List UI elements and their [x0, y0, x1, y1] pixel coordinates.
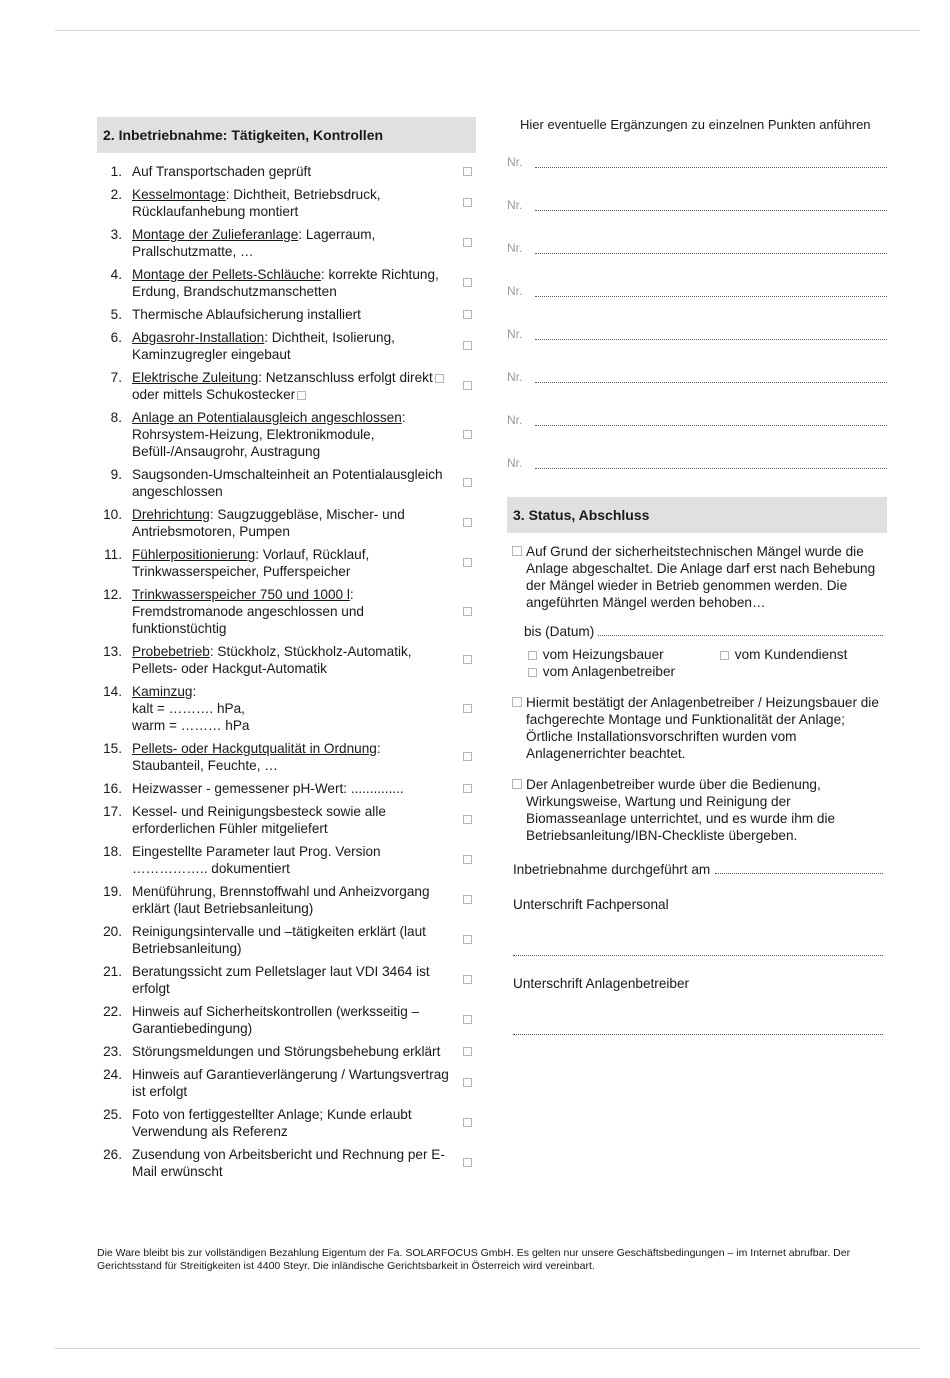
- ibn-date-label: Inbetriebnahme durchgeführt am: [513, 862, 711, 877]
- item-checkbox[interactable]: [463, 1118, 472, 1127]
- checklist-item: [97, 546, 476, 580]
- right-column: [507, 117, 887, 1035]
- item-rest: : Rohrsystem-Heizung, Elektronikmodule, Befüll-/Ansaugrohr, Austragung: [132, 410, 406, 459]
- item-underlined-label: Abgasrohr-Installation: [132, 330, 265, 345]
- item-text: [132, 369, 450, 403]
- unterrichtet-statement: [507, 776, 881, 844]
- item-checkbox[interactable]: [463, 815, 472, 824]
- item-text: [132, 306, 450, 323]
- footer-legal-text: Die Ware bleibt bis zur vollständigen Bezahlung Eigentum der Fa. SOLARFOCUS GmbH. Es gelten nur unsere Geschäftsbedingungen – im Internet abrufbar. Der Gerichtsstand für Streitigkeiten ist 4400 Steyr. Die inländische Gerichtsbarkeit in Österreich wird vereinbart.: [97, 1247, 851, 1272]
- item-text: [132, 803, 450, 837]
- item-rest: Zusendung von Arbeitsbericht und Rechnung per E-Mail erwünscht: [132, 1147, 445, 1179]
- item-number: 18.: [103, 844, 122, 859]
- item-underlined-label: Kesselmontage: [132, 187, 226, 202]
- item-rest: : Dichtheit, Betriebsdruck, Rücklaufanhebung montiert: [132, 187, 381, 219]
- item-rest: : Vorlauf, Rücklauf, Trinkwasserspeicher, Pufferspeicher: [132, 547, 370, 579]
- item-number: 15.: [103, 741, 122, 756]
- item-checkbox[interactable]: [463, 655, 472, 664]
- notes-field[interactable]: [535, 166, 887, 168]
- item-text: [132, 506, 450, 540]
- item-text: [132, 266, 450, 300]
- bis-datum-row: [524, 624, 883, 639]
- item-underlined-label: Fühlerpositionierung: [132, 547, 256, 562]
- behebung-options: [526, 646, 887, 680]
- section-status: [507, 497, 887, 1035]
- checklist-item: [97, 963, 476, 997]
- option-kundendienst: [718, 646, 847, 663]
- item-text: [132, 226, 450, 260]
- checklist-item: [97, 1146, 476, 1180]
- item-text: [132, 780, 450, 797]
- item-rest: Hinweis auf Garantieverlängerung / Wartungsvertrag ist erfolgt: [132, 1067, 449, 1099]
- kundendienst-checkbox[interactable]: [720, 651, 729, 660]
- bestaetigung-statement: [507, 694, 881, 762]
- item-underlined-label: Pellets- oder Hackgutqualität in Ordnung: [132, 741, 377, 756]
- checklist-item: [97, 586, 476, 637]
- checklist-item: [97, 163, 476, 180]
- item-number: 2.: [110, 187, 122, 202]
- bestaetigung-text: Hiermit bestätigt der Anlagenbetreiber / Heizungsbauer die fachgerechte Montage und Funktionalität der Anlage; Örtliche Installationsvorschriften wurden vom Anlagenerrichter beachtet.: [526, 695, 879, 761]
- item-text: [132, 740, 450, 774]
- item-text: [132, 963, 450, 997]
- item-number: 8.: [110, 410, 122, 425]
- notes-line: [507, 260, 887, 303]
- item-checkbox[interactable]: [463, 430, 472, 439]
- item-number: 25.: [103, 1107, 122, 1122]
- kaminzug-warm: warm = ……… hPa: [132, 718, 250, 733]
- notes-line: [507, 174, 887, 217]
- item-rest: Hinweis auf Sicherheitskontrollen (werksseitig – Garantiebedingung): [132, 1004, 420, 1036]
- item-rest: Thermische Ablaufsicherung installiert: [132, 307, 361, 322]
- item-rest: Eingestellte Parameter laut Prog. Version …………….. dokumentiert: [132, 844, 381, 876]
- item-number: 21.: [103, 964, 122, 979]
- kundendienst-label: vom Kundendienst: [734, 647, 848, 662]
- item-text: [132, 1106, 450, 1140]
- notes-field[interactable]: [535, 381, 887, 383]
- checklist-item: [97, 923, 476, 957]
- item-underlined-label: Montage der Pellets-Schläuche: [132, 267, 321, 282]
- checklist-item: [97, 803, 476, 837]
- item-text: [132, 409, 450, 460]
- notes-field[interactable]: [535, 338, 887, 340]
- item-number: 1.: [110, 164, 122, 179]
- item-number: 3.: [110, 227, 122, 242]
- item-underlined-label: Probebetrieb: [132, 644, 210, 659]
- item-text: [132, 643, 450, 677]
- item-text: [132, 163, 450, 180]
- item-checkbox[interactable]: [463, 1047, 472, 1056]
- item-text: [132, 586, 450, 637]
- checklist-item: [97, 266, 476, 300]
- signature-fachpersonal-field[interactable]: [513, 954, 883, 956]
- checklist: [97, 163, 476, 1180]
- item-text: [132, 466, 450, 500]
- item-checkbox[interactable]: [463, 381, 472, 390]
- notes-field[interactable]: [535, 424, 887, 426]
- item-rest: Störungsmeldungen und Störungsbehebung erklärt: [132, 1044, 441, 1059]
- checklist-item: [97, 409, 476, 460]
- item-rest-2: oder mittels Schukostecker: [132, 387, 296, 402]
- item-text: [132, 546, 450, 580]
- item-number: 9.: [110, 467, 122, 482]
- item-checkbox[interactable]: [463, 1015, 472, 1024]
- item-number: 16.: [103, 781, 122, 796]
- item-rest: : Fremdstromanode angeschlossen und funktionstüchtig: [132, 587, 364, 636]
- item-text: [132, 883, 450, 917]
- signature-fachpersonal-label: Unterschrift Fachpersonal: [513, 897, 669, 912]
- item-number: 26.: [103, 1147, 122, 1162]
- item-rest: Kessel- und Reinigungsbesteck sowie alle erforderlichen Fühler mitgeliefert: [132, 804, 386, 836]
- item-number: 5.: [110, 307, 122, 322]
- item-rest: : Lagerraum, Prallschutzmatte, …: [132, 227, 376, 259]
- checklist-item: [97, 643, 476, 677]
- anlagenbetreiber-checkbox[interactable]: [528, 668, 537, 677]
- checklist-item: [97, 329, 476, 363]
- item-checkbox[interactable]: [463, 167, 472, 176]
- item-checkbox[interactable]: [463, 198, 472, 207]
- checklist-item: [97, 883, 476, 917]
- bis-datum-label: bis (Datum): [524, 624, 595, 639]
- item-text: [132, 1003, 450, 1037]
- checklist-item: [97, 843, 476, 877]
- item-underlined-label: Drehrichtung: [132, 507, 210, 522]
- unterrichtet-checkbox[interactable]: [512, 779, 522, 789]
- checklist-item: [97, 740, 476, 774]
- item-text: [132, 1066, 450, 1100]
- item-checkbox[interactable]: [463, 704, 472, 713]
- item-rest: Auf Transportschaden geprüft: [132, 164, 312, 179]
- checklist-item: [97, 226, 476, 260]
- item-rest: :: [192, 684, 197, 699]
- item-checkbox[interactable]: [463, 752, 472, 761]
- item-checkbox[interactable]: [463, 895, 472, 904]
- ibn-date-field[interactable]: [715, 872, 883, 874]
- notes-line: [507, 217, 887, 260]
- option-anlagenbetreiber: [526, 663, 675, 680]
- item-number: 19.: [103, 884, 122, 899]
- signature-betreiber-field[interactable]: [513, 1033, 883, 1035]
- notes-field[interactable]: [535, 252, 887, 254]
- checklist-item: [97, 1066, 476, 1100]
- item-underlined-label: Montage der Zulieferanlage: [132, 227, 299, 242]
- item-number: 7.: [110, 370, 122, 385]
- section-inbetriebnahme: [97, 117, 476, 1186]
- item-checkbox[interactable]: [463, 1158, 472, 1167]
- item-text: [132, 186, 450, 220]
- notes-line: [507, 142, 887, 174]
- item-number: 23.: [103, 1044, 122, 1059]
- item-rest: : korrekte Richtung, Erdung, Brandschutzmanschetten: [132, 267, 439, 299]
- item-checkbox[interactable]: [463, 310, 472, 319]
- bis-datum-field[interactable]: [598, 634, 883, 636]
- item-checkbox[interactable]: [463, 238, 472, 247]
- item-rest: : Stückholz, Stückholz-Automatik, Pellets- oder Hackgut-Automatik: [132, 644, 412, 676]
- notes-line: [507, 303, 887, 346]
- item-text: [132, 923, 450, 957]
- item-number: 11.: [104, 547, 122, 562]
- nr-label: Nr.: [507, 370, 523, 384]
- item-number: 17.: [103, 804, 122, 819]
- item-text: [132, 843, 450, 877]
- notes-field[interactable]: [535, 209, 887, 211]
- item-underlined-label: Trinkwasserspeicher 750 und 1000 l: [132, 587, 350, 602]
- item-rest: Menüführung, Brennstoffwahl und Anheizvorgang erklärt (laut Betriebsanleitung): [132, 884, 430, 916]
- notes-line: [507, 389, 887, 432]
- item-checkbox[interactable]: [463, 935, 472, 944]
- nr-label: Nr.: [507, 198, 523, 212]
- item-rest: : Staubanteil, Feuchte, …: [132, 741, 381, 773]
- nr-label: Nr.: [507, 241, 523, 255]
- direkt-checkbox[interactable]: [435, 374, 444, 383]
- item-checkbox[interactable]: [463, 855, 472, 864]
- nr-label: Nr.: [507, 413, 523, 427]
- item-number: 13.: [103, 644, 122, 659]
- section-3-title: 3. Status, Abschluss: [507, 497, 887, 533]
- item-text: [132, 683, 450, 734]
- item-checkbox[interactable]: [463, 478, 472, 487]
- ibn-date-row: [513, 862, 883, 877]
- mangel-checkbox[interactable]: [512, 546, 522, 556]
- item-rest: Reinigungsintervalle und –tätigkeiten erklärt (laut Betriebsanleitung): [132, 924, 426, 956]
- section-2-title: 2. Inbetriebnahme: Tätigkeiten, Kontrollen: [97, 117, 476, 153]
- nr-label: Nr.: [507, 284, 523, 298]
- schukostecker-checkbox[interactable]: [297, 391, 306, 400]
- top-rule: [55, 30, 920, 31]
- unterrichtet-text: Der Anlagenbetreiber wurde über die Bedienung, Wirkungsweise, Wartung und Reinigung der Biomasseanlage unterrichtet, und es wurde ihm die Betriebsanleitung/IBN-Checkliste übergeben.: [526, 777, 836, 843]
- bottom-rule: [55, 1348, 920, 1349]
- item-underlined-label: Kaminzug: [132, 684, 193, 699]
- item-rest: : Netzanschluss erfolgt direkt: [258, 370, 433, 385]
- checklist-item: [97, 466, 476, 500]
- kaminzug-kalt: kalt = ………. hPa,: [132, 701, 245, 716]
- mangel-text: Auf Grund der sicherheitstechnischen Mängel wurde die Anlage abgeschaltet. Die Anlage darf erst nach Behebung der Mängel wieder in Betrieb genommen werden. Die angeführten Mängel werden behoben…: [526, 544, 876, 610]
- item-rest: : Saugzuggebläse, Mischer- und Antriebsmotoren, Pumpen: [132, 507, 405, 539]
- checklist-item: [97, 369, 476, 403]
- item-checkbox[interactable]: [463, 558, 472, 567]
- item-checkbox[interactable]: [463, 278, 472, 287]
- item-text: [132, 329, 450, 363]
- item-rest: Saugsonden-Umschalteinheit an Potentialausgleich angeschlossen: [132, 467, 443, 499]
- item-number: 4.: [110, 267, 122, 282]
- item-number: 12.: [103, 587, 122, 602]
- item-number: 6.: [110, 330, 122, 345]
- heizungsbauer-checkbox[interactable]: [528, 651, 537, 660]
- checklist-item: [97, 1003, 476, 1037]
- nr-label: Nr.: [507, 155, 523, 169]
- item-number: 24.: [103, 1067, 122, 1082]
- item-checkbox[interactable]: [463, 784, 472, 793]
- notes-line: [507, 432, 887, 475]
- option-heizungsbauer: [526, 646, 718, 663]
- notes-lines: [507, 142, 887, 475]
- notes-line: [507, 346, 887, 389]
- item-checkbox[interactable]: [463, 607, 472, 616]
- notes-hint: Hier eventuelle Ergänzungen zu einzelnen Punkten anführen: [520, 117, 871, 132]
- bestaetigung-checkbox[interactable]: [512, 697, 522, 707]
- item-rest: : Dichtheit, Isolierung, Kaminzugregler eingebaut: [132, 330, 395, 362]
- checklist-item: [97, 506, 476, 540]
- item-underlined-label: Elektrische Zuleitung: [132, 370, 259, 385]
- checklist-item: [97, 780, 476, 797]
- item-number: 10.: [103, 507, 122, 522]
- item-number: 20.: [103, 924, 122, 939]
- anlagenbetreiber-label: vom Anlagenbetreiber: [542, 664, 676, 679]
- mangel-statement: [507, 543, 881, 611]
- item-text: [132, 1146, 450, 1180]
- item-checkbox[interactable]: [463, 341, 472, 350]
- checklist-item: [97, 1043, 476, 1060]
- checklist-item: [97, 306, 476, 323]
- checklist-item: [97, 683, 476, 734]
- checklist-item: [97, 1106, 476, 1140]
- notes-field[interactable]: [535, 467, 887, 469]
- item-checkbox[interactable]: [463, 975, 472, 984]
- item-underlined-label: Anlage an Potentialausgleich angeschlossen: [132, 410, 402, 425]
- checklist-item: [97, 186, 476, 220]
- signature-betreiber-label: Unterschrift Anlagenbetreiber: [513, 976, 690, 991]
- item-rest: Beratungssicht zum Pelletslager laut VDI 3464 ist erfolgt: [132, 964, 430, 996]
- nr-label: Nr.: [507, 327, 523, 341]
- item-text: [132, 1043, 450, 1060]
- item-checkbox[interactable]: [463, 1078, 472, 1087]
- heizungsbauer-label: vom Heizungsbauer: [542, 647, 664, 662]
- item-rest: Foto von fertiggestellter Anlage; Kunde erlaubt Verwendung als Referenz: [132, 1107, 412, 1139]
- item-number: 22.: [103, 1004, 122, 1019]
- item-number: 14.: [103, 684, 122, 699]
- item-checkbox[interactable]: [463, 518, 472, 527]
- nr-label: Nr.: [507, 456, 523, 470]
- notes-field[interactable]: [535, 295, 887, 297]
- item-rest: Heizwasser - gemessener pH-Wert: ..............: [132, 781, 404, 796]
